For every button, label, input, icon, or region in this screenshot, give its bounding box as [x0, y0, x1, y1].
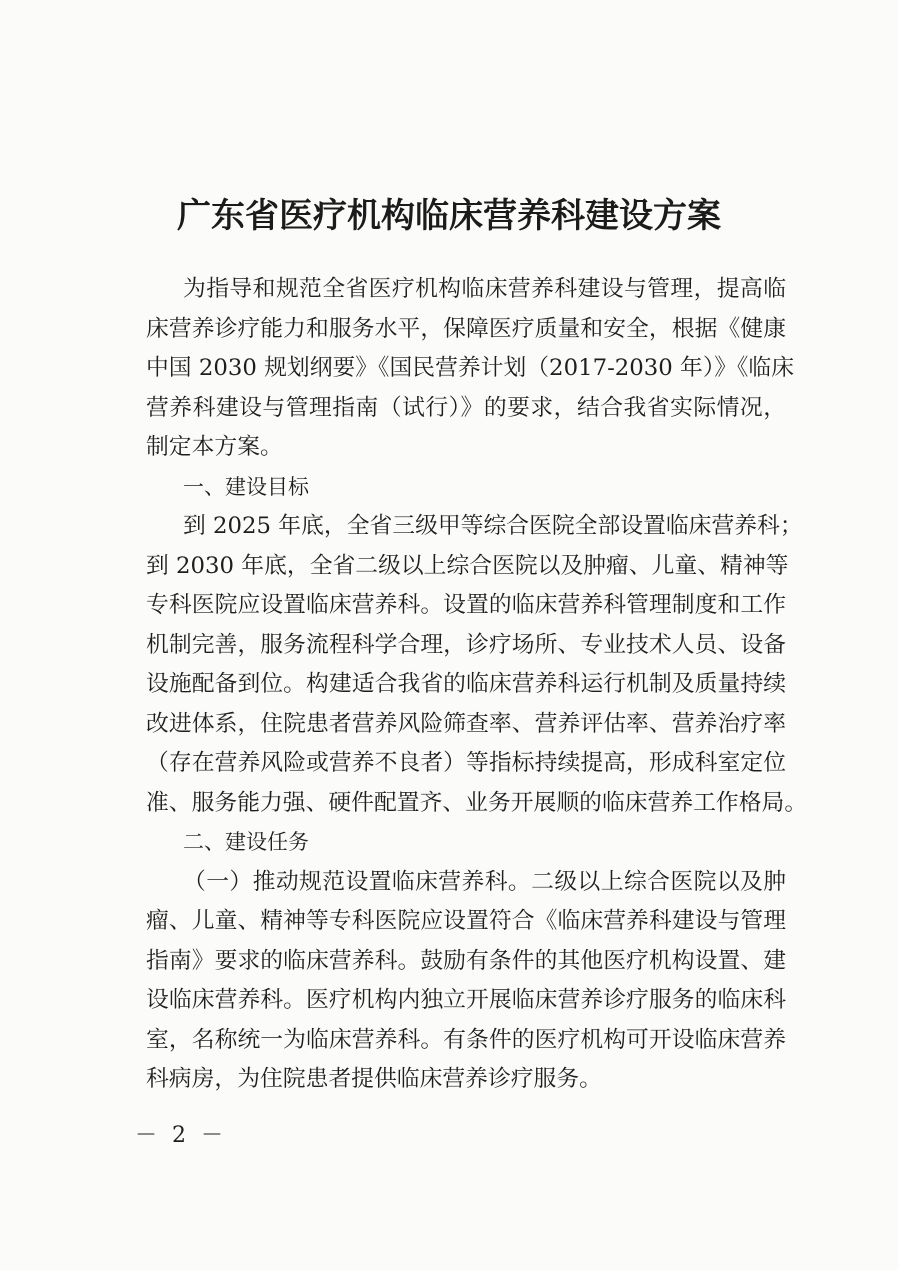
paragraph-line: 营养科建设与管理指南（试行）》的要求，结合我省实际情况， — [146, 394, 786, 421]
section-heading: 一、建设目标 — [183, 474, 309, 499]
paragraph-line: 准、服务能力强、硬件配置齐、业务开展顺的临床营养工作格局。 — [146, 789, 808, 816]
section-heading: 二、建设任务 — [183, 830, 309, 854]
paragraph-line: 室，名称统一为临床营养科。有条件的医疗机构可开设临床营养 — [146, 1026, 786, 1053]
paragraph-line: 改进体系，住院患者营养风险筛查率、营养评估率、营养治疗率 — [146, 710, 786, 737]
paragraph-line: 瘤、儿童、精神等专科医院应设置符合《临床营养科建设与管理 — [146, 908, 786, 934]
paragraph-line: 机制完善，服务流程科学合理，诊疗场所、专业技术人员、设备 — [146, 631, 786, 658]
paragraph-line: 到 2030 年底，全省二级以上综合医院以及肿瘤、儿童、精神等 — [146, 552, 789, 579]
paragraph-line: 制定本方案。 — [146, 434, 283, 460]
paragraph-line: 专科医院应设置临床营养科。设置的临床营养科管理制度和工作 — [146, 592, 786, 618]
paragraph-line: 科病房，为住院患者提供临床营养诊疗服务。 — [146, 1066, 602, 1092]
paragraph-line: （一）推动规范设置临床营养科。二级以上综合医院以及肿 — [183, 868, 786, 895]
paragraph-line: （存在营养风险或营养不良者）等指标持续提高，形成科室定位 — [146, 750, 786, 776]
paragraph-line: 设临床营养科。医疗机构内独立开展临床营养诊疗服务的临床科 — [146, 987, 786, 1013]
paragraph-line: 为指导和规范全省医疗机构临床营养科建设与管理，提高临 — [183, 276, 786, 302]
page-number: － 2 － — [135, 1123, 227, 1148]
paragraph-line: 中国 2030 规划纲要》《国民营养计划（2017-2030 年）》《临床 — [146, 355, 795, 381]
paragraph-line: 设施配备到位。构建适合我省的临床营养科运行机制及质量持续 — [146, 671, 786, 697]
paragraph-line: 到 2025 年底，全省三级甲等综合医院全部设置临床营养科； — [183, 513, 803, 539]
document-body — [146, 270, 808, 1100]
paragraph-line: 床营养诊疗能力和服务水平，保障医疗质量和安全，根据《健康 — [146, 315, 786, 342]
document-title: 广东省医疗机构临床营养科建设方案 — [177, 196, 721, 236]
paragraph-line: 指南》要求的临床营养科。鼓励有条件的其他医疗机构设置、建 — [146, 947, 786, 974]
